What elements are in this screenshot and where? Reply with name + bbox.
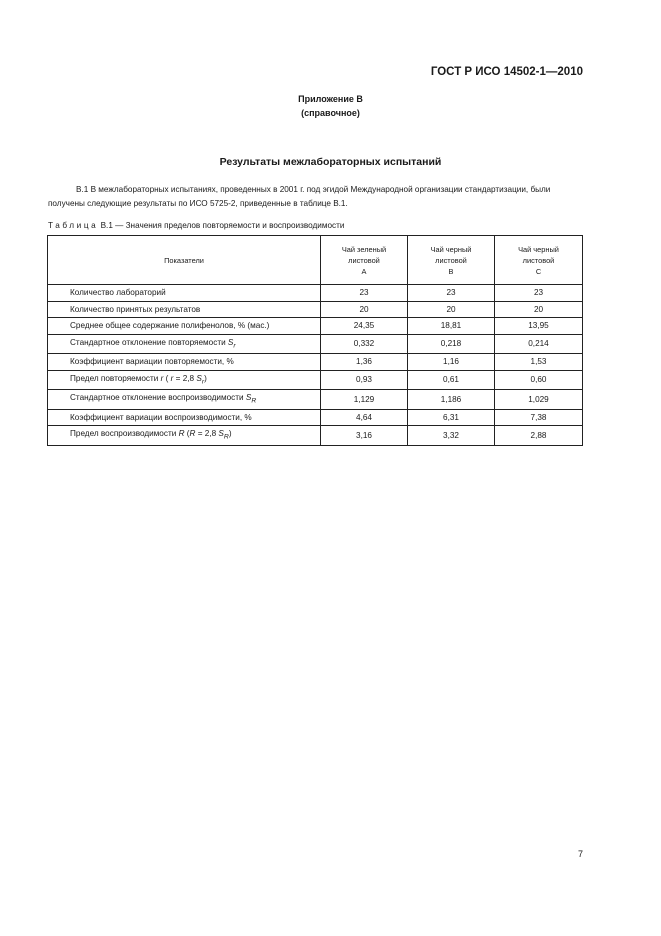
table-caption-text: В.1 — Значения пределов повторяемости и воспроизводимости xyxy=(98,221,345,230)
row-label-text: Предел повторяемости xyxy=(70,373,161,383)
symbol-s: S xyxy=(245,393,252,403)
value-b: 0,61 xyxy=(408,370,495,390)
symbol-s: S xyxy=(196,373,202,383)
value-c: 0,214 xyxy=(495,334,583,354)
section-title: Результаты межлабораторных испытаний xyxy=(219,156,442,168)
value-a: 24,35 xyxy=(321,318,408,335)
row-label: Коэффициент вариации повторяемости, % xyxy=(48,354,321,371)
value-a: 0,93 xyxy=(321,370,408,390)
subscript-R: R xyxy=(223,434,229,442)
value-c: 7,38 xyxy=(495,409,583,426)
value-a: 1,129 xyxy=(321,390,408,410)
formula-open: ( xyxy=(184,429,190,439)
page-number: 7 xyxy=(577,849,583,859)
value-c: 1,029 xyxy=(495,390,583,410)
value-b: 3,32 xyxy=(408,426,495,446)
value-b: 6,31 xyxy=(408,409,495,426)
row-label-text: Предел воспроизводимости xyxy=(70,429,179,439)
header-b-line3: В xyxy=(448,266,454,276)
symbol-r: r xyxy=(160,373,164,383)
symbol-s: S xyxy=(218,429,224,439)
row-label xyxy=(48,390,321,410)
value-b: 20 xyxy=(408,301,495,318)
table-row xyxy=(48,334,583,354)
value-a: 0,332 xyxy=(321,334,408,354)
table-row xyxy=(48,285,583,302)
results-table xyxy=(47,235,583,446)
value-b: 1,16 xyxy=(408,354,495,371)
formula-open: ( xyxy=(163,373,171,383)
symbol-s: S xyxy=(227,337,234,347)
header-b-line1: Чай черный xyxy=(430,244,472,254)
table-row xyxy=(48,409,583,426)
header-tea-c xyxy=(495,236,583,285)
formula-equals: = 2,8 xyxy=(195,429,219,439)
value-a: 1,36 xyxy=(321,354,408,371)
header-a-line1: Чай зеленый xyxy=(341,244,387,254)
subscript-r: r xyxy=(201,378,205,386)
subscript-r: r xyxy=(233,342,236,350)
header-indicator: Показатели xyxy=(48,236,321,285)
table-caption xyxy=(48,221,344,230)
value-b: 18,81 xyxy=(408,318,495,335)
symbol-r: r xyxy=(170,373,174,383)
row-label: Количество принятых результатов xyxy=(48,301,321,318)
formula-equals: = 2,8 xyxy=(173,373,197,383)
table-row xyxy=(48,370,583,390)
symbol-R: R xyxy=(178,429,185,439)
appendix-title: Приложение В xyxy=(298,94,363,104)
row-label: Коэффициент вариации воспроизводимости, % xyxy=(48,409,321,426)
table-row xyxy=(48,301,583,318)
table-row xyxy=(48,426,583,446)
value-b: 1,186 xyxy=(408,390,495,410)
value-c: 20 xyxy=(495,301,583,318)
table-header-row xyxy=(48,236,583,285)
row-label: Среднее общее содержание полифенолов, % (мас.) xyxy=(48,318,321,335)
header-a-line2: листовой xyxy=(348,255,380,265)
subscript-R: R xyxy=(251,397,257,405)
value-c: 0,60 xyxy=(495,370,583,390)
value-a: 23 xyxy=(321,285,408,302)
header-c-line2: листовой xyxy=(522,255,555,265)
value-c: 2,88 xyxy=(495,426,583,446)
table-row xyxy=(48,318,583,335)
table-row xyxy=(48,354,583,371)
value-b: 23 xyxy=(408,285,495,302)
value-c: 13,95 xyxy=(495,318,583,335)
table-row xyxy=(48,390,583,410)
value-c: 23 xyxy=(495,285,583,302)
value-c: 1,53 xyxy=(495,354,583,371)
formula-close: ) xyxy=(204,373,207,383)
value-a: 3,16 xyxy=(321,426,408,446)
header-c-line3: С xyxy=(535,266,542,276)
value-a: 20 xyxy=(321,301,408,318)
table-caption-prefix: Таблица xyxy=(48,221,99,230)
document-code: ГОСТ Р ИСО 14502-1—2010 xyxy=(430,66,583,78)
intro-paragraph: В.1 В межлабораторных испытаниях, проведенных в 2001 г. под эгидой Международной организации стандартизации, были получены следующие результаты по ИСО 5725-2, приведенные в таблице В.1. xyxy=(48,185,551,208)
header-tea-a xyxy=(321,236,408,285)
row-label-text: Стандартное отклонение воспроизводимости xyxy=(70,393,244,403)
value-a: 4,64 xyxy=(321,409,408,426)
formula-close: ) xyxy=(228,429,232,439)
appendix-subtitle: (справочное) xyxy=(301,108,360,118)
row-label-text: Стандартное отклонение повторяемости xyxy=(70,337,226,347)
header-b-line2: листовой xyxy=(435,255,467,265)
row-label xyxy=(48,370,321,390)
header-a-line3: А xyxy=(361,266,367,276)
value-b: 0,218 xyxy=(408,334,495,354)
row-label: Количество лабораторий xyxy=(48,285,321,302)
header-tea-b xyxy=(408,236,495,285)
row-label xyxy=(48,334,321,354)
header-c-line1: Чай черный xyxy=(518,244,559,254)
symbol-R: R xyxy=(189,429,196,439)
row-label xyxy=(48,426,321,446)
